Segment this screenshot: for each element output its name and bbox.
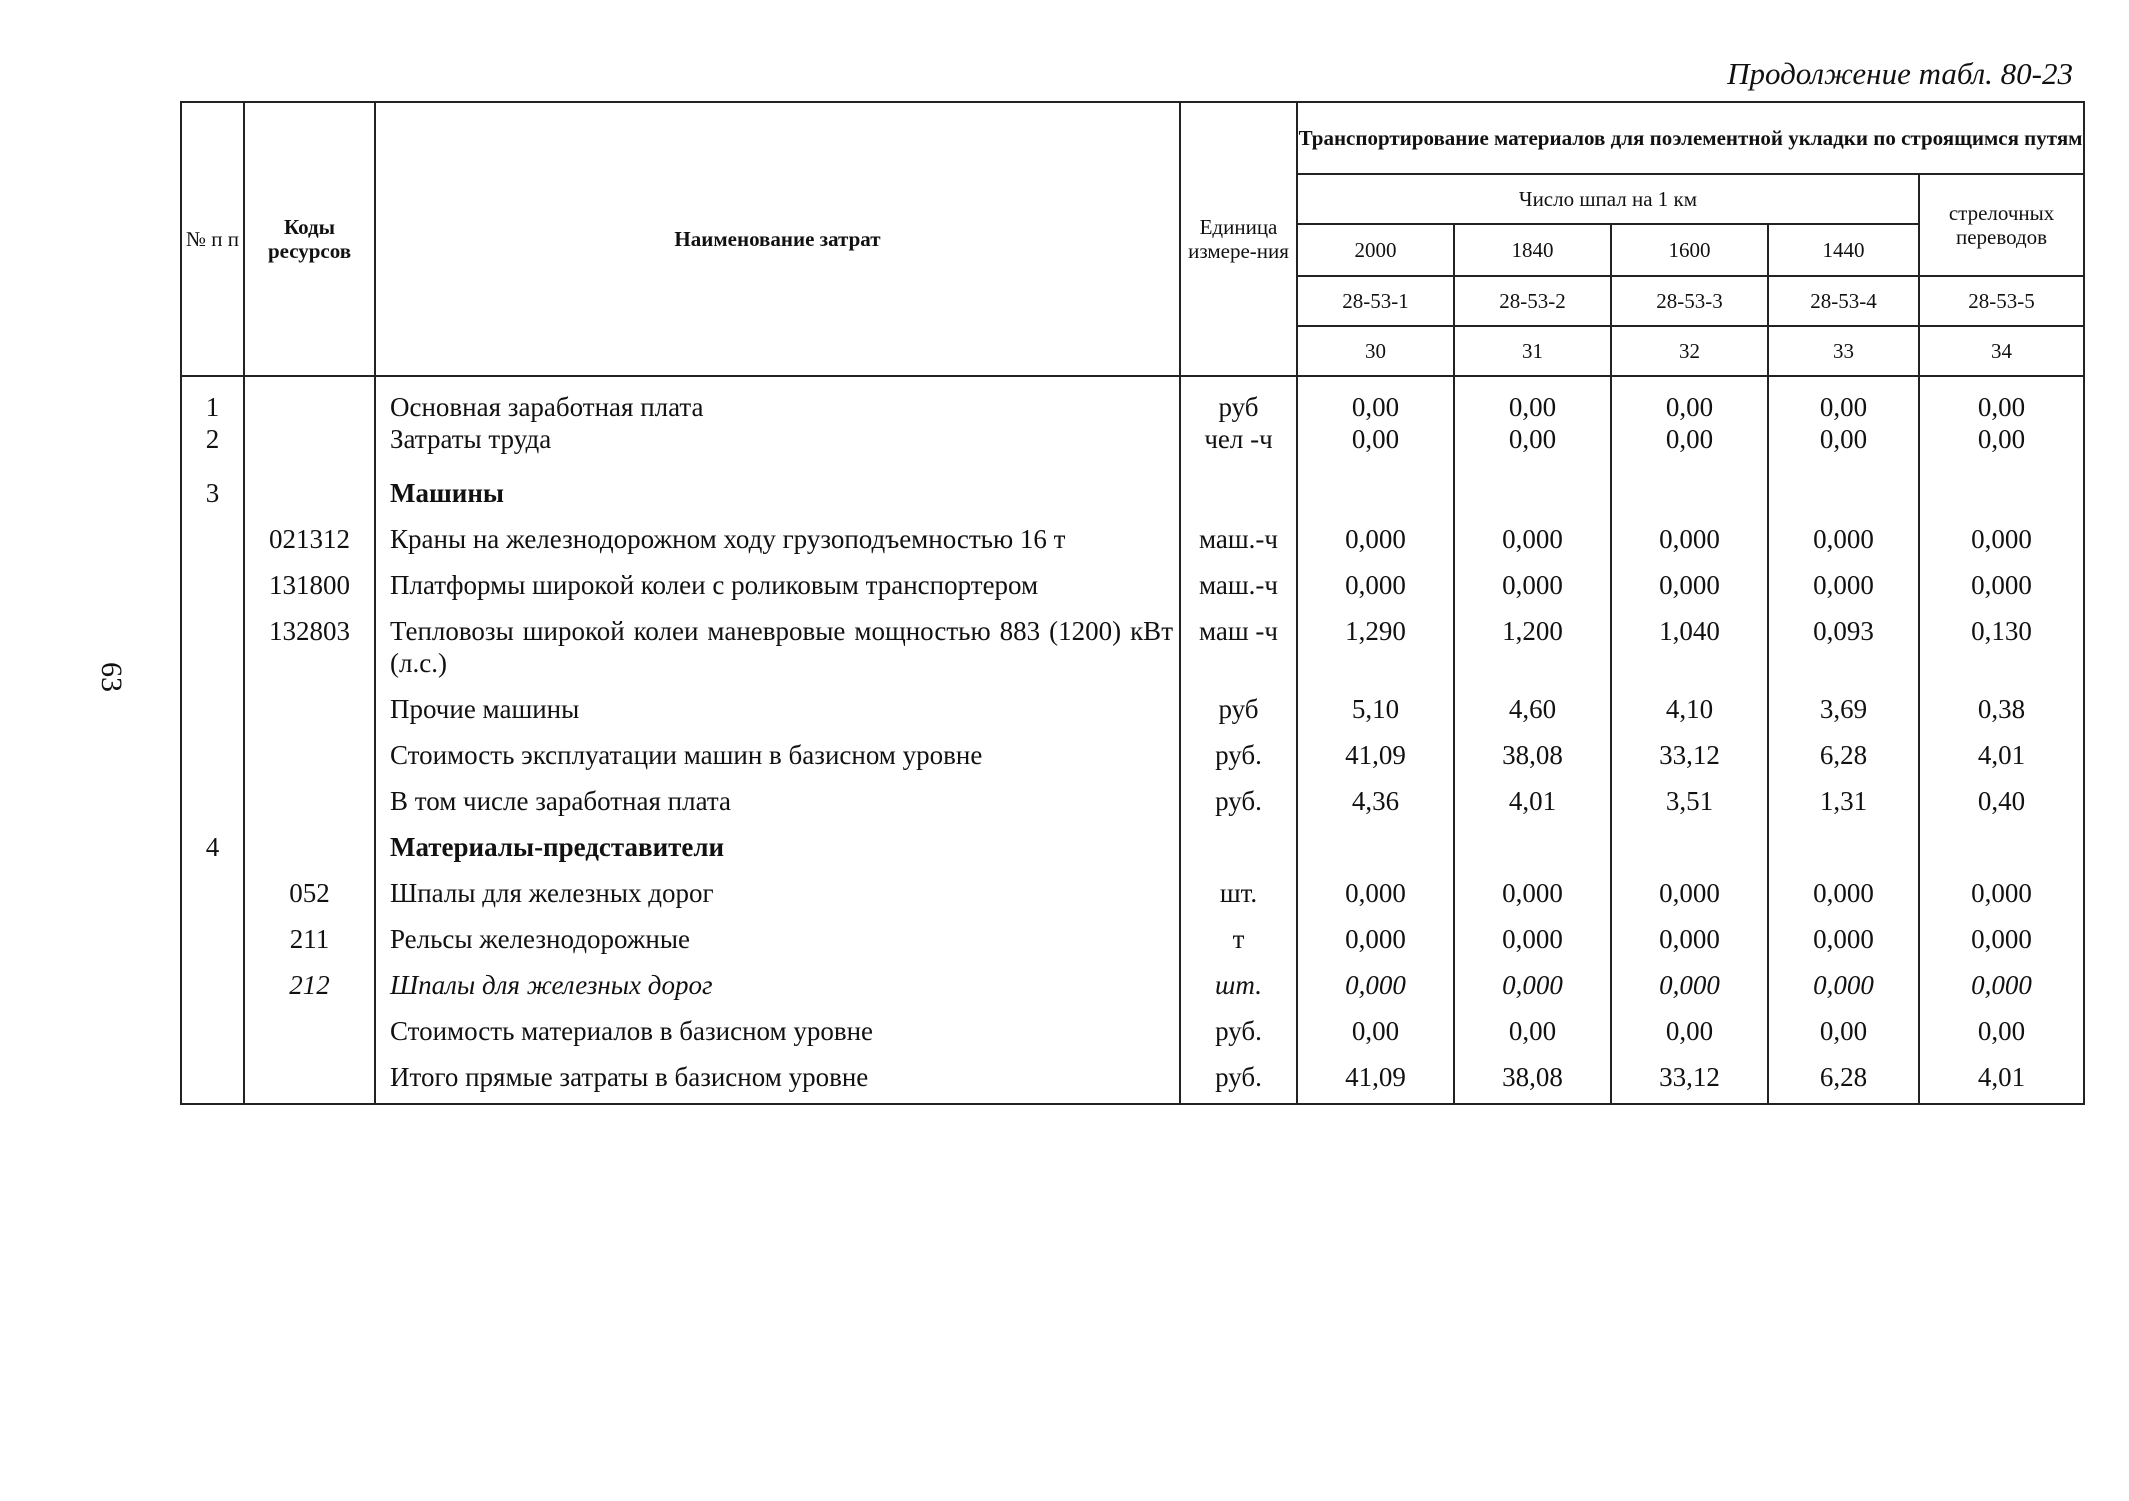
row-value: 0,000 (1768, 915, 1919, 961)
row-name: Основная заработная плата (375, 376, 1180, 423)
row-unit: шт. (1180, 961, 1297, 1007)
row-name: Стоимость эксплуатации машин в базисном уровне (375, 731, 1180, 777)
row-unit: руб. (1180, 777, 1297, 823)
row-unit: маш.-ч (1180, 515, 1297, 561)
header-norm-code: 28-53-4 (1768, 276, 1919, 326)
row-num (181, 777, 244, 823)
row-value: 0,130 (1919, 607, 2084, 685)
row-name: Краны на железнодорожном ходу грузоподъемностью 16 т (375, 515, 1180, 561)
row-num (181, 731, 244, 777)
header-sleepers-per-km: Число шпал на 1 км (1297, 174, 1919, 224)
row-code (244, 1007, 375, 1053)
row-value: 0,00 (1297, 1007, 1454, 1053)
row-num (181, 561, 244, 607)
row-value: 0,000 (1297, 915, 1454, 961)
row-value: 0,000 (1919, 561, 2084, 607)
row-value (1454, 455, 1611, 515)
header-sleeper-count: 1440 (1768, 224, 1919, 276)
row-num: 3 (181, 455, 244, 515)
row-value: 5,10 (1297, 685, 1454, 731)
header-col-number: 32 (1611, 326, 1768, 376)
row-value: 0,000 (1611, 869, 1768, 915)
row-value: 4,10 (1611, 685, 1768, 731)
row-value: 0,000 (1454, 961, 1611, 1007)
row-value: 4,01 (1919, 1053, 2084, 1104)
row-value: 0,00 (1454, 1007, 1611, 1053)
row-value: 0,00 (1611, 1007, 1768, 1053)
header-col-number: 31 (1454, 326, 1611, 376)
row-unit: руб. (1180, 1053, 1297, 1104)
row-value: 41,09 (1297, 1053, 1454, 1104)
row-value: 0,000 (1454, 515, 1611, 561)
row-unit: руб. (1180, 731, 1297, 777)
table-row (181, 961, 2084, 1007)
row-value: 0,00 (1919, 1007, 2084, 1053)
row-num (181, 515, 244, 561)
row-value: 33,12 (1611, 731, 1768, 777)
row-value: 0,00 (1297, 423, 1454, 455)
header-codes: Коды ресурсов (244, 102, 375, 376)
row-name: В том числе заработная плата (375, 777, 1180, 823)
row-unit: т (1180, 915, 1297, 961)
row-value: 0,000 (1297, 515, 1454, 561)
table-row (181, 1053, 2084, 1104)
table-row (181, 1007, 2084, 1053)
row-value (1297, 455, 1454, 515)
row-name: Затраты труда (375, 423, 1180, 455)
header-col-number: 30 (1297, 326, 1454, 376)
row-code: 131800 (244, 561, 375, 607)
row-unit: руб (1180, 685, 1297, 731)
row-unit: шт. (1180, 869, 1297, 915)
row-value: 0,00 (1454, 423, 1611, 455)
row-value: 38,08 (1454, 731, 1611, 777)
row-value: 0,00 (1611, 376, 1768, 423)
header-sleeper-count: 2000 (1297, 224, 1454, 276)
row-name: Шпалы для железных дорог (375, 869, 1180, 915)
table-caption: Продолжение табл. 80-23 (1727, 56, 2073, 91)
row-value (1768, 455, 1919, 515)
page-number: 63 (95, 662, 128, 692)
row-value: 0,000 (1768, 961, 1919, 1007)
table-body (181, 376, 2084, 1104)
row-value: 1,040 (1611, 607, 1768, 685)
row-num: 4 (181, 823, 244, 869)
row-name: Рельсы железнодорожные (375, 915, 1180, 961)
row-value (1768, 823, 1919, 869)
row-num (181, 915, 244, 961)
header-name: Наименование затрат (375, 102, 1180, 376)
row-num (181, 869, 244, 915)
row-code (244, 685, 375, 731)
resource-table (180, 101, 2085, 1105)
row-value: 0,00 (1768, 1007, 1919, 1053)
row-code (244, 1053, 375, 1104)
table-row (181, 777, 2084, 823)
row-value (1919, 823, 2084, 869)
table-row (181, 455, 2084, 515)
row-value: 0,000 (1919, 515, 2084, 561)
header-norm-code: 28-53-1 (1297, 276, 1454, 326)
row-unit (1180, 455, 1297, 515)
row-value: 0,000 (1297, 561, 1454, 607)
row-value: 4,60 (1454, 685, 1611, 731)
row-value: 0,000 (1611, 961, 1768, 1007)
row-value (1611, 823, 1768, 869)
row-value: 1,290 (1297, 607, 1454, 685)
row-num (181, 1053, 244, 1104)
row-value: 0,000 (1768, 561, 1919, 607)
row-unit: руб (1180, 376, 1297, 423)
row-value: 3,51 (1611, 777, 1768, 823)
row-unit (1180, 823, 1297, 869)
row-value: 0,000 (1454, 869, 1611, 915)
row-value: 0,093 (1768, 607, 1919, 685)
header-norm-code: 28-53-5 (1919, 276, 2084, 326)
row-num: 1 (181, 376, 244, 423)
table-row (181, 423, 2084, 455)
row-value: 3,69 (1768, 685, 1919, 731)
row-code: 211 (244, 915, 375, 961)
row-value: 33,12 (1611, 1053, 1768, 1104)
row-code: 052 (244, 869, 375, 915)
row-value: 6,28 (1768, 731, 1919, 777)
row-value: 6,28 (1768, 1053, 1919, 1104)
row-name: Итого прямые затраты в базисном уровне (375, 1053, 1180, 1104)
row-value: 0,38 (1919, 685, 2084, 731)
header-sleeper-count: 1600 (1611, 224, 1768, 276)
row-value: 4,36 (1297, 777, 1454, 823)
row-value (1454, 823, 1611, 869)
row-value: 0,00 (1297, 376, 1454, 423)
header-col-number: 33 (1768, 326, 1919, 376)
row-value (1297, 823, 1454, 869)
row-value: 0,00 (1454, 376, 1611, 423)
row-value: 0,00 (1768, 423, 1919, 455)
row-value: 0,00 (1768, 376, 1919, 423)
row-code (244, 423, 375, 455)
row-name: Тепловозы широкой колеи маневровые мощностью 883 (1200) кВт (л.с.) (375, 607, 1180, 685)
row-value: 0,000 (1454, 915, 1611, 961)
row-num (181, 685, 244, 731)
row-value: 0,000 (1919, 869, 2084, 915)
row-name: Прочие машины (375, 685, 1180, 731)
header-group-title: Транспортирование материалов для поэлементной укладки по строящимся путям (1297, 102, 2084, 174)
row-unit: руб. (1180, 1007, 1297, 1053)
row-value: 0,000 (1919, 915, 2084, 961)
row-value: 1,31 (1768, 777, 1919, 823)
row-num: 2 (181, 423, 244, 455)
row-code (244, 376, 375, 423)
row-num (181, 961, 244, 1007)
row-value: 38,08 (1454, 1053, 1611, 1104)
header-norm-code: 28-53-3 (1611, 276, 1768, 326)
section-title: Машины (375, 455, 1180, 515)
row-value: 0,000 (1768, 869, 1919, 915)
row-value: 41,09 (1297, 731, 1454, 777)
table-row (181, 376, 2084, 423)
row-code (244, 731, 375, 777)
header-norm-code: 28-53-2 (1454, 276, 1611, 326)
table-row (181, 607, 2084, 685)
row-value: 0,000 (1297, 961, 1454, 1007)
row-value: 0,000 (1768, 515, 1919, 561)
row-code (244, 777, 375, 823)
row-value: 0,000 (1919, 961, 2084, 1007)
row-unit: чел -ч (1180, 423, 1297, 455)
header-col-number: 34 (1919, 326, 2084, 376)
row-value: 0,000 (1611, 515, 1768, 561)
row-value: 0,40 (1919, 777, 2084, 823)
header-sleeper-count: 1840 (1454, 224, 1611, 276)
row-value: 0,00 (1919, 423, 2084, 455)
row-name: Шпалы для железных дорог (375, 961, 1180, 1007)
header-num: № п п (181, 102, 244, 376)
row-value: 0,000 (1297, 869, 1454, 915)
table-row (181, 685, 2084, 731)
row-value (1919, 455, 2084, 515)
table-row (181, 869, 2084, 915)
table-row (181, 731, 2084, 777)
row-num (181, 607, 244, 685)
header-unit: Единица измере-ния (1180, 102, 1297, 376)
row-unit: маш.-ч (1180, 561, 1297, 607)
row-code: 132803 (244, 607, 375, 685)
row-value: 0,00 (1919, 376, 2084, 423)
row-code: 212 (244, 961, 375, 1007)
section-title: Материалы-представители (375, 823, 1180, 869)
row-value: 4,01 (1454, 777, 1611, 823)
table-row (181, 515, 2084, 561)
row-name: Платформы широкой колеи с роликовым транспортером (375, 561, 1180, 607)
row-value: 0,000 (1611, 915, 1768, 961)
table-row (181, 561, 2084, 607)
row-code: 021312 (244, 515, 375, 561)
row-value (1611, 455, 1768, 515)
row-value: 4,01 (1919, 731, 2084, 777)
row-unit: маш -ч (1180, 607, 1297, 685)
row-value: 0,000 (1454, 561, 1611, 607)
table-row (181, 823, 2084, 869)
row-value: 0,000 (1611, 561, 1768, 607)
row-code (244, 823, 375, 869)
row-value: 1,200 (1454, 607, 1611, 685)
table-header (181, 102, 2084, 376)
row-num (181, 1007, 244, 1053)
row-code (244, 455, 375, 515)
row-value: 0,00 (1611, 423, 1768, 455)
header-switches: стрелочных переводов (1919, 174, 2084, 276)
row-name: Стоимость материалов в базисном уровне (375, 1007, 1180, 1053)
table-row (181, 915, 2084, 961)
